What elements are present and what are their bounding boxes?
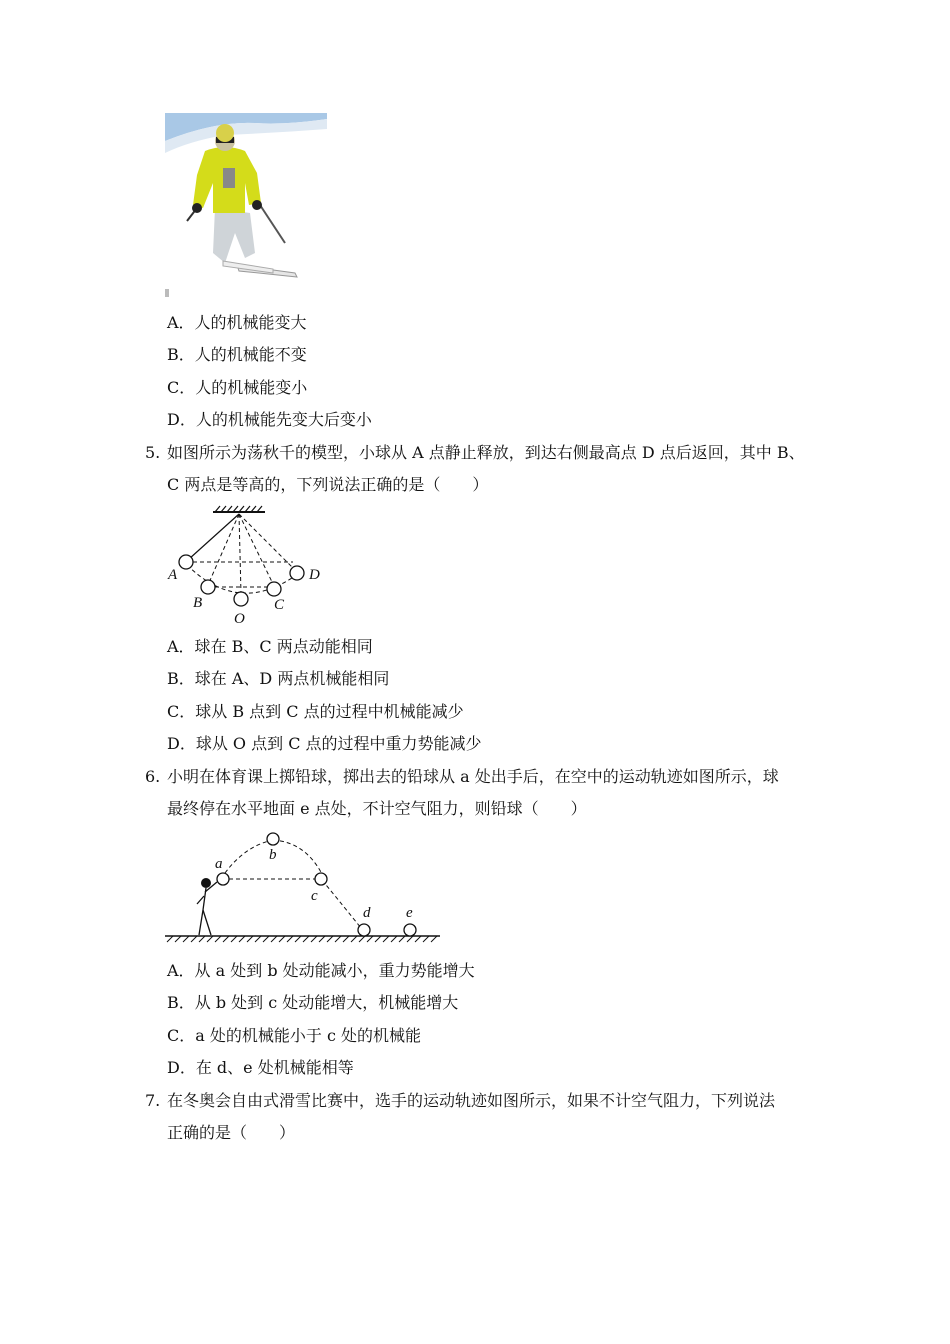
q6-option-a: A．从 a 处到 b 处动能减小，重力势能增大 — [167, 961, 475, 980]
shot-label-b: b — [269, 847, 277, 863]
q4-option-b: B．人的机械能不变 — [167, 345, 307, 364]
q6-number: 6. — [145, 767, 161, 786]
swing-label-d: D — [309, 567, 320, 583]
q5-stem-line1: 如图所示为荡秋千的模型，小球从 A 点静止释放，到达右侧最高点 D 点后返回，其中 B、 — [167, 443, 805, 462]
q7-number: 7. — [145, 1091, 161, 1110]
q4-option-d: D．人的机械能先变大后变小 — [167, 410, 372, 429]
q5-number: 5. — [145, 443, 161, 462]
q4-option-a: A．人的机械能变大 — [167, 313, 307, 332]
shot-label-d: d — [363, 905, 371, 921]
shot-label-c: c — [311, 888, 318, 904]
q5-option-a: A．球在 B、C 两点动能相同 — [167, 637, 373, 656]
q5-option-c: C．球从 B 点到 C 点的过程中机械能减少 — [167, 702, 464, 721]
q6-stem-line2: 最终停在水平地面 e 点处，不计空气阻力，则铅球（ ） — [167, 799, 587, 818]
q6-option-b: B．从 b 处到 c 处动能增大，机械能增大 — [167, 993, 459, 1012]
q6-stem-line1: 小明在体育课上掷铅球，掷出去的铅球从 a 处出手后，在空中的运动轨迹如图所示，球 — [167, 767, 779, 786]
shot-put-diagram — [165, 828, 445, 946]
q7-stem-line1: 在冬奥会自由式滑雪比赛中，选手的运动轨迹如图所示，如果不计空气阻力，下列说法 — [167, 1091, 776, 1110]
swing-diagram — [165, 505, 335, 630]
swing-label-c: C — [274, 597, 285, 613]
q5-option-b: B．球在 A、D 两点机械能相同 — [167, 669, 390, 688]
swing-label-b: B — [193, 595, 203, 611]
q5-stem-line2: C 两点是等高的，下列说法正确的是（ ） — [167, 475, 489, 494]
swing-label-o: O — [234, 611, 245, 627]
q5-option-d: D．球从 O 点到 C 点的过程中重力势能减少 — [167, 734, 482, 753]
q7-stem-line2: 正确的是（ ） — [167, 1123, 296, 1142]
shot-label-a: a — [215, 856, 223, 872]
shot-label-e: e — [406, 905, 413, 921]
skier-photo — [165, 113, 327, 301]
q6-option-d: D．在 d、e 处机械能相等 — [167, 1058, 354, 1077]
swing-label-a: A — [168, 567, 178, 583]
q6-option-c: C．a 处的机械能小于 c 处的机械能 — [167, 1026, 422, 1045]
q4-option-c: C．人的机械能变小 — [167, 378, 308, 397]
